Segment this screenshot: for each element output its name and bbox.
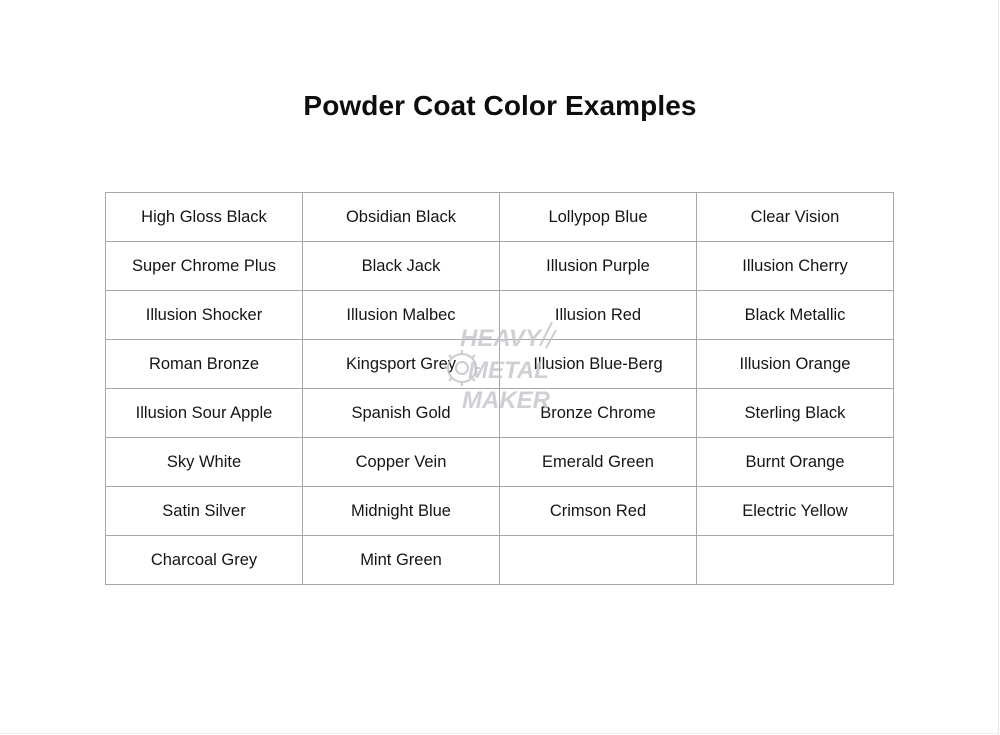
table-cell: Illusion Shocker [106, 291, 303, 340]
table-cell: Clear Vision [697, 193, 894, 242]
table-row [106, 340, 894, 389]
table-cell: Electric Yellow [697, 487, 894, 536]
table-cell: Bronze Chrome [500, 389, 697, 438]
table-cell: Burnt Orange [697, 438, 894, 487]
table-row [106, 389, 894, 438]
table-cell: Illusion Malbec [303, 291, 500, 340]
table-cell: Illusion Purple [500, 242, 697, 291]
table-cell: Illusion Cherry [697, 242, 894, 291]
page-title: Powder Coat Color Examples [303, 90, 697, 121]
table-cell: Obsidian Black [303, 193, 500, 242]
table-cell: Emerald Green [500, 438, 697, 487]
table-cell: Satin Silver [106, 487, 303, 536]
table-cell: Crimson Red [500, 487, 697, 536]
table-cell-empty [697, 536, 894, 585]
table-row [106, 536, 894, 585]
table-row [106, 193, 894, 242]
table-row [106, 242, 894, 291]
table-cell: Illusion Red [500, 291, 697, 340]
table-cell: Mint Green [303, 536, 500, 585]
table-cell: Sky White [106, 438, 303, 487]
table-cell: Super Chrome Plus [106, 242, 303, 291]
table-cell: Black Metallic [697, 291, 894, 340]
color-examples-table [105, 192, 894, 585]
table-cell: Sterling Black [697, 389, 894, 438]
table-row [106, 438, 894, 487]
table-cell: Lollypop Blue [500, 193, 697, 242]
table-cell: Illusion Sour Apple [106, 389, 303, 438]
table-cell-empty [500, 536, 697, 585]
table-cell: Midnight Blue [303, 487, 500, 536]
table-cell: Charcoal Grey [106, 536, 303, 585]
table-cell: Illusion Orange [697, 340, 894, 389]
watermark-line-3: MAKER [462, 387, 550, 414]
table-cell: Kingsport Grey [303, 340, 500, 389]
table-row [106, 291, 894, 340]
table-cell: Spanish Gold [303, 389, 500, 438]
table-cell: Black Jack [303, 242, 500, 291]
table-cell: Illusion Blue-Berg [500, 340, 697, 389]
table-cell: Roman Bronze [106, 340, 303, 389]
table-cell: High Gloss Black [106, 193, 303, 242]
table-row [106, 487, 894, 536]
watermark-line-1: HEAVY [460, 325, 541, 352]
watermark-line-2: METAL [468, 357, 549, 384]
table-cell: Copper Vein [303, 438, 500, 487]
